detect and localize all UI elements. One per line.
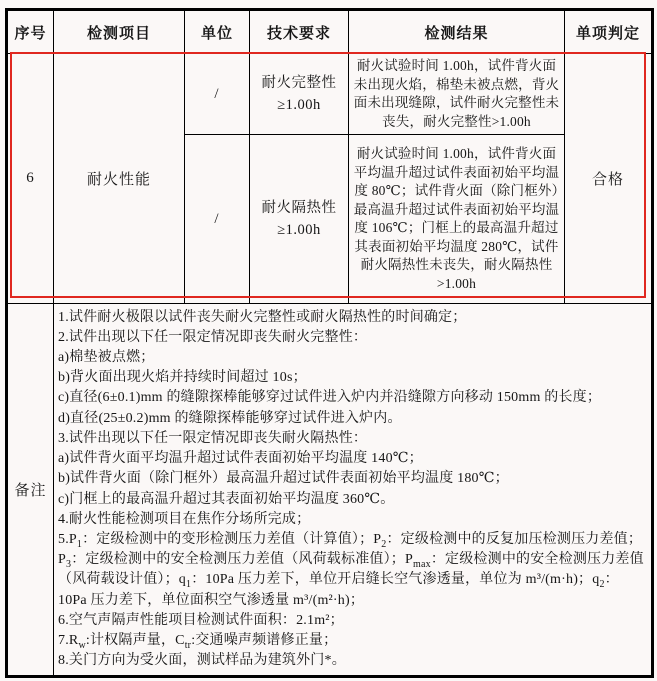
- note-line-10: c)门框上的最高温升超过其表面初始平均温度 360℃。: [58, 491, 395, 507]
- note-line-8: a)试件背火面平均温升超过试件表面初始平均温度 140℃；: [58, 451, 423, 467]
- note-line-14: $7.R_w$:计权隔声量，$C_{tr}$:交通噪声频谱修正量；: [58, 632, 338, 651]
- note-line-2: 2.试件出现以下任一限定情况即丧失耐火完整性：: [58, 329, 368, 345]
- col-header-verdict: 单项判定: [565, 10, 653, 54]
- cell-item: 耐火性能: [54, 54, 185, 304]
- col-header-result: 检测结果: [349, 10, 565, 54]
- col-header-item: 检测项目: [54, 10, 185, 54]
- col-header-requirement: 技术要求: [250, 10, 349, 54]
- note-line-4: b)背火面出现火焰并持续时间超过 10s；: [58, 370, 307, 386]
- note-line-9: b)试件背火面（除门框外）最高温升超过试件表面初始平均温度 180℃；: [58, 471, 509, 487]
- requirement-insulation-line1: 耐火隔热性: [261, 200, 337, 216]
- remarks-content: [54, 304, 653, 677]
- note-line-6: d)直径(25±0.2)mm 的缝隙探棒能够穿过试件进入炉内。: [58, 410, 402, 426]
- note-line-7: 3.试件出现以下任一限定情况即丧失耐火隔热性：: [58, 430, 368, 446]
- requirement-insulation-line2: ≥1.00h: [277, 222, 321, 238]
- remarks-label-cell: 备注: [7, 304, 54, 677]
- col-header-unit: 单位: [185, 10, 250, 54]
- remarks-row: [7, 304, 653, 677]
- note-line-13: 6.空气声隔声性能项目检测试件面积：2.1m²；: [58, 612, 344, 628]
- note-line-5: c)直径(6±0.1)mm 的缝隙探棒能够穿过试件进入炉内并沿缝隙方向移动 150mm 的长度；: [58, 390, 602, 406]
- note-line-11: 4.耐火性能检测项目在焦作分场所完成；: [58, 511, 311, 527]
- cell-requirement-integrity: [250, 54, 349, 135]
- note-line-12: $5.P_1$：定级检测中的变形检测压力差值（计算值）；$P_2$：定级检测中的反复加压检测压力差值；$P_3$：定级检测中的安全检测压力差值（风荷载标准值）；$P_{max}$：定级检测中的安全检测压力差值（风荷载设计值）；$q_1$：10Pa 压力差下，单位开启缝长空气渗透量，单位为 m³/(m·h)；$q_2$：10Pa 压力差下，单位面积空气渗透量 m³/(m²·h)；: [58, 531, 644, 608]
- note-line-3: a)棉垫被点燃；: [58, 350, 155, 366]
- test-report-table: [5, 8, 654, 678]
- table-row-6a: [7, 54, 653, 135]
- cell-unit-insulation: /: [185, 135, 250, 304]
- header-row: [7, 10, 653, 54]
- requirement-integrity-line2: ≥1.00h: [277, 97, 321, 113]
- cell-result-integrity: 耐火试验时间 1.00h，试件背火面未出现火焰，棉垫未被点燃，背火面未出现缝隙，试件耐火完整性未丧失，耐火完整性>1.00h: [349, 54, 565, 135]
- note-line-1: 1.试件耐火极限以试件丧失耐火完整性或耐火隔热性的时间确定；: [58, 309, 467, 325]
- requirement-integrity-line1: 耐火完整性: [261, 75, 337, 91]
- note-line-15: 8.关门方向为受火面，测试样品为建筑外门*。: [58, 653, 346, 669]
- col-header-serial: 序号: [7, 10, 54, 54]
- cell-result-insulation: 耐火试验时间 1.00h，试件背火面平均温升超过试件表面初始平均温度 80℃；试件背火面（除门框外）最高温升超过试件表面初始平均温度 106℃；门框上的最高温升超过其表面初始平均温度 280℃，试件耐火隔热性未丧失，耐火隔热性>1.00h: [349, 135, 565, 304]
- cell-unit-integrity: /: [185, 54, 250, 135]
- cell-serial: 6: [7, 54, 54, 304]
- cell-requirement-insulation: [250, 135, 349, 304]
- cell-verdict: 合格: [565, 54, 653, 304]
